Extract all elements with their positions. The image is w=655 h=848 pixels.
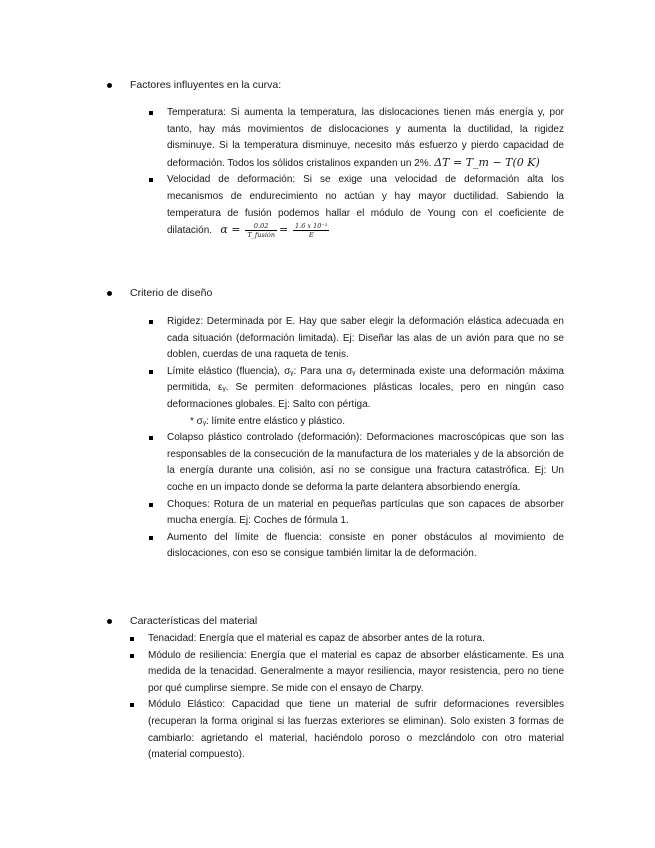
fraction-denominator: T_fusión	[247, 231, 276, 240]
square-bullet-icon	[149, 320, 153, 324]
square-bullet-icon	[130, 654, 134, 658]
bullet-icon	[107, 291, 112, 296]
section-heading	[0, 285, 655, 301]
bullet-icon	[107, 83, 112, 88]
list-item-colapso	[0, 430, 655, 496]
square-bullet-icon	[149, 503, 153, 507]
item-text: Módulo Elástico: Capacidad que tiene un material de sufrir deformaciones reversibles (recuperan la forma original si las fuerzas exteriores se eliminan). Solo existen 3 formas de cambiarlo: agrietando el material, haciéndolo poroso o mezclándolo con otro material (material compuesto).	[148, 699, 564, 761]
item-text: Choques: Rotura de un material en pequeñas partículas que son capaces de absorber mucha energía. Ej: Coches de fórmula 1.	[167, 498, 564, 527]
item-text: Límite elástico (fluencia), σᵧ: Para una σᵧ determinada existe una deformación máxima permitida, εᵧ. Se permiten deformaciones plásticas locales, pero en ningún caso deformaciones globales. Ej: Salto con pértiga.	[167, 365, 564, 410]
item-text: Rigidez: Determinada por E. Hay que saber elegir la deformación elástica adecuada en cada situación (deformación limitada). Ej: Diseñar las alas de un avión para que no se doblen, cuerdas de una raqueta de tenis.	[167, 316, 564, 361]
formula-delta-t: ΔT = T_m − T(0 K)	[434, 155, 540, 169]
bullet-list	[0, 105, 655, 240]
list-item-velocidad: Velocidad de deformación: Si se exige una velocidad de deformación alta los mecanismos de endurecimiento no actúan y hay mayor ductilidad. Sabiendo la temperatura de fusión podemos hallar el módulo de Young con el coeficiente de dilatación. α = $\frac{0.02}{\text{T\_fusión}}$ = $\frac{\text{1.6 x 10⁻²}}{E}$	[0, 172, 655, 240]
square-bullet-icon	[149, 436, 153, 440]
section-heading-text: Criterio de diseño	[130, 287, 213, 299]
list-item-temperatura	[0, 105, 655, 172]
section-heading-text: Factores influyentes en la curva:	[130, 79, 282, 91]
bullet-list	[0, 631, 655, 764]
item-text: Tenacidad: Energía que el material es capaz de absorber antes de la rotura.	[148, 633, 485, 644]
square-bullet-icon	[149, 111, 153, 115]
formula-alpha: α =	[220, 223, 241, 237]
list-item-choques	[0, 497, 655, 530]
list-item-rigidez	[0, 314, 655, 364]
square-bullet-icon	[149, 536, 153, 540]
item-text: Temperatura: Si aumenta la temperatura, las dislocaciones tienen más energía y, por tanto, hay más movimientos de dislocaciones y aumenta la ductilidad, la rigidez disminuye. Si la temperatura disminuye, necesito más esfuerzo y pierdo capacidad de deformación. Todos los sólidos cristalinos expanden un 2%.	[167, 107, 564, 169]
item-text: Aumento del límite de fluencia: consiste en poner obstáculos al movimiento de dislocaciones, con eso se consigue también limitar la de deformación.	[167, 531, 564, 560]
list-item-resiliencia	[0, 648, 655, 698]
section-heading-text: Características del material	[130, 615, 258, 627]
item-text: Colapso plástico controlado (deformación): Deformaciones macroscópicas que son las responsables de la consecución de la manufactura de los materiales y de la absorción de la energía durante una colisión, así no se consigue una fractura catastrófica. Ej: Un coche en un impacto donde se deforma la parte delantera absorbiendo energía.	[167, 432, 564, 493]
section-heading	[0, 613, 655, 629]
sub-note	[0, 414, 655, 431]
section-heading	[0, 77, 655, 93]
list-item-limite-elastico	[0, 364, 655, 414]
bullet-icon	[107, 619, 112, 624]
square-bullet-icon	[130, 637, 134, 641]
sub-note-text: * σᵧ: límite entre elástico y plástico.	[190, 415, 345, 427]
fraction-numerator: 1.6 x 10⁻²	[295, 222, 328, 231]
fraction-1	[245, 222, 277, 239]
item-text: Velocidad de deformación: Si se exige una velocidad de deformación alta los mecanismos de endurecimiento no actúan y hay mayor ductilidad. Sabiendo la temperatura de fusión podemos hallar el módulo de Young con el coeficiente de dilatación.	[167, 174, 564, 237]
fraction-2	[293, 222, 329, 239]
list-item-modulo-elastico	[0, 697, 655, 763]
item-text: Módulo de resiliencia: Energía que el material es capaz de absorber elásticamente. Es una medida de la tenacidad. Generalmente a mayor resiliencia, mayor resistencia, pero no tiene por qué cumplirse siempre. Se mide con el ensayo de Charpy.	[148, 649, 564, 694]
section-criterio	[0, 285, 655, 563]
fraction-numerator: 0.02	[245, 222, 277, 231]
list-item-tenacidad	[0, 631, 655, 648]
square-bullet-icon	[130, 703, 134, 707]
fraction-denominator: E	[308, 231, 314, 240]
square-bullet-icon	[149, 178, 153, 182]
list-item-aumento-fluencia	[0, 530, 655, 563]
section-factores	[0, 77, 655, 240]
bullet-list	[0, 314, 655, 563]
section-caracteristicas	[0, 613, 655, 764]
square-bullet-icon	[149, 370, 153, 374]
